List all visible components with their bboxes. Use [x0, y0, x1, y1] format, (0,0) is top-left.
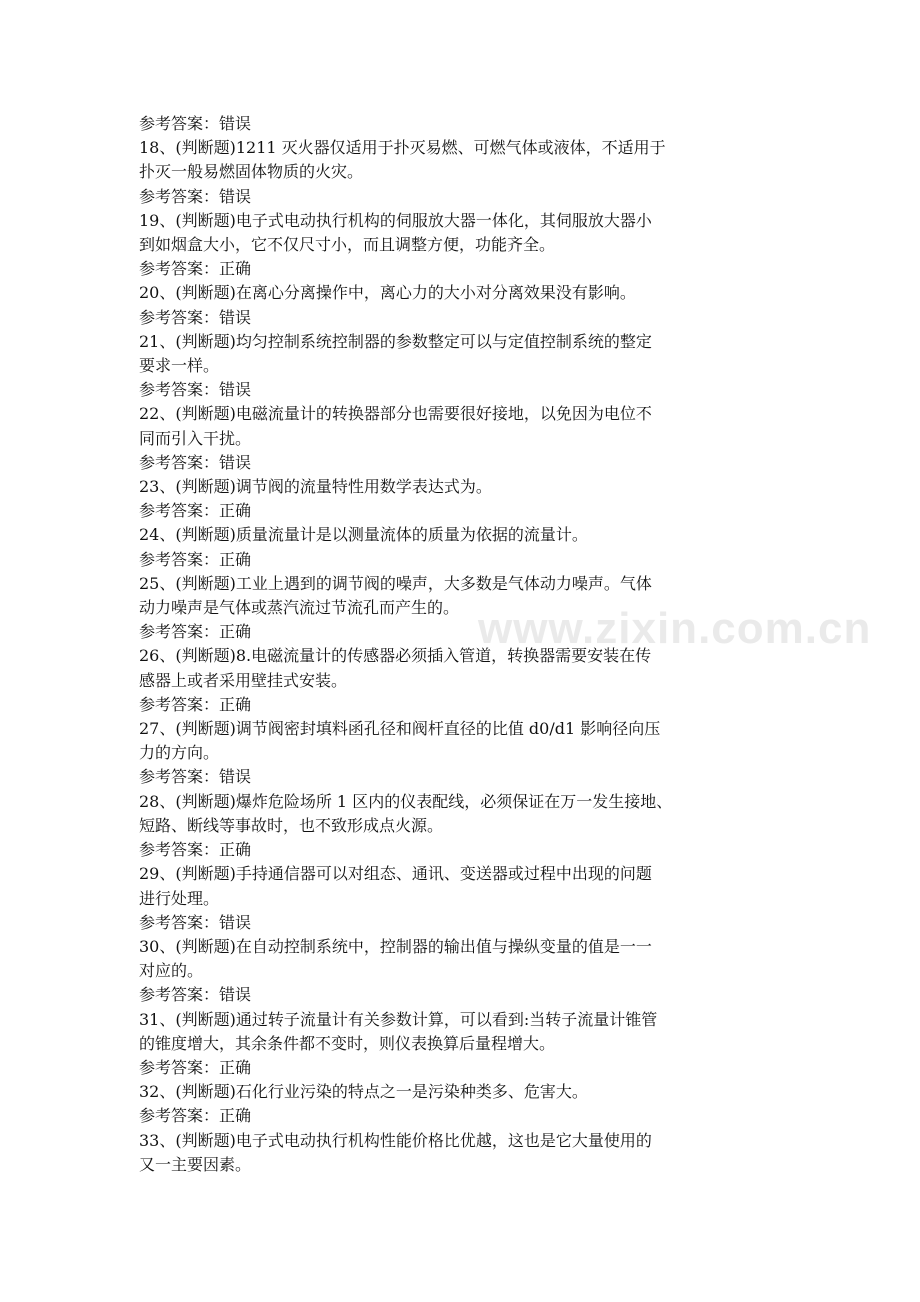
text-line: 参考答案：正确 [139, 1057, 252, 1077]
text-line: 33、(判断题)电子式电动执行机构性能价格比优越，这也是它大量使用的 [139, 1130, 652, 1150]
text-line: 29、(判断题)手持通信器可以对组态、通讯、变送器或过程中出现的问题 [139, 864, 652, 884]
text-line: 参考答案：错误 [139, 452, 252, 472]
text-line: 28、(判断题)爆炸危险场所 1 区内的仪表配线，必须保证在万一发生接地、 [139, 791, 673, 811]
text-line: 到如烟盒大小，它不仅尺寸小，而且调整方便，功能齐全。 [139, 235, 556, 255]
text-line: 27、(判断题)调节阀密封填料函孔径和阀杆直径的比值 d0/d1 影响径向压 [139, 719, 661, 739]
text-line: 参考答案：正确 [139, 694, 252, 714]
document-body [139, 112, 789, 1177]
text-line: 30、(判断题)在自动控制系统中，控制器的输出值与操纵变量的值是一一 [139, 936, 652, 956]
text-line: 参考答案：错误 [139, 912, 252, 932]
text-line: 同而引入干扰。 [139, 428, 252, 448]
text-line: 的锥度增大，其余条件都不变时，则仪表换算后量程增大。 [139, 1033, 556, 1053]
text-line: 31、(判断题)通过转子流量计有关参数计算，可以看到:当转子流量计锥管 [139, 1009, 658, 1029]
text-line: 要求一样。 [139, 356, 220, 376]
text-line: 25、(判断题)工业上遇到的调节阀的噪声，大多数是气体动力噪声。气体 [139, 573, 652, 593]
text-line: 短路、断线等事故时，也不致形成点火源。 [139, 815, 444, 835]
text-line: 参考答案：错误 [139, 380, 252, 400]
text-line: 参考答案：错误 [139, 114, 252, 133]
text-line: 参考答案：错误 [139, 985, 252, 1005]
text-line: 32、(判断题)石化行业污染的特点之一是污染种类多、危害大。 [139, 1082, 588, 1102]
text-line: 动力噪声是气体或蒸汽流过节流孔而产生的。 [139, 598, 460, 618]
text-line: 24、(判断题)质量流量计是以测量流体的质量为依据的流量计。 [139, 525, 588, 545]
text-line: 参考答案：错误 [139, 307, 252, 327]
text-line: 对应的。 [139, 961, 204, 981]
text-line: 22、(判断题)电磁流量计的转换器部分也需要很好接地，以免因为电位不 [139, 404, 652, 424]
text-line: 参考答案：正确 [139, 549, 252, 569]
text-line: 参考答案：正确 [139, 622, 252, 642]
text-line: 进行处理。 [139, 888, 220, 908]
text-line: 23、(判断题)调节阀的流量特性用数学表达式为。 [139, 477, 492, 497]
text-line: 18、(判断题)1211 灭火器仅适用于扑灭易燃、可燃气体或液体，不适用于 [139, 138, 666, 158]
text-line: 扑灭一般易燃固体物质的火灾。 [139, 162, 364, 182]
text-line: 21、(判断题)均匀控制系统控制器的参数整定可以与定值控制系统的整定 [139, 331, 652, 351]
text-line: 又一主要因素。 [139, 1154, 252, 1174]
text-line: 参考答案：正确 [139, 840, 252, 860]
text-line: 感器上或者采用壁挂式安装。 [139, 670, 348, 690]
text-line: 参考答案：正确 [139, 259, 252, 279]
text-line: 力的方向。 [139, 743, 220, 763]
text-line: 参考答案：正确 [139, 501, 252, 521]
text-line: 20、(判断题)在离心分离操作中，离心力的大小对分离效果没有影响。 [139, 283, 636, 303]
text-line: 参考答案：错误 [139, 186, 252, 206]
text-line: 参考答案：正确 [139, 1106, 252, 1126]
text-line: 26、(判断题)8.电磁流量计的传感器必须插入管道，转换器需要安装在传 [139, 646, 652, 666]
text-line: 19、(判断题)电子式电动执行机构的伺服放大器一体化，其伺服放大器小 [139, 210, 652, 230]
text-line: 参考答案：错误 [139, 767, 252, 787]
watermark: www.zixin.com.cn [478, 604, 872, 653]
